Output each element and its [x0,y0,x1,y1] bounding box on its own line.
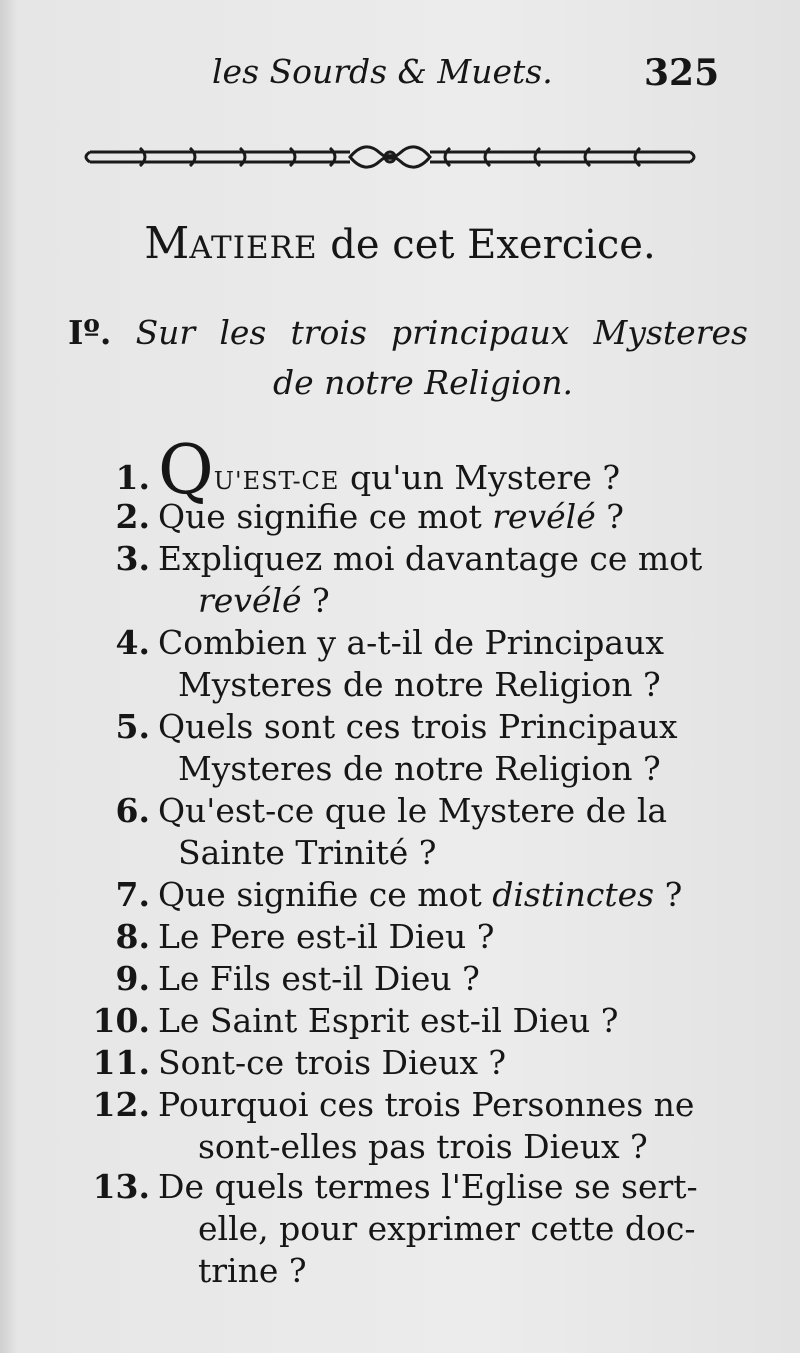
subsection-number: Iº. [68,313,112,352]
running-title: les Sourds & Muets. [212,52,553,91]
question-6: 6. Qu'est-ce que le Mystere de la Sainte Trinité ? [115,791,668,872]
question-9: 9. Le Fils est-il Dieu ? [115,959,480,998]
running-head [0,52,800,102]
question-7: 7. Que signifie ce mot distinctes ? [115,875,683,914]
section-heading: MATIERE de cet Exercice. [144,218,656,269]
question-4: 4. Combien y a-t-il de Principaux Mysteres de notre Religion ? [115,623,664,704]
question-12: 12. Pourquoi ces trois Personnes ne sont-elles pas trois Dieux ? [92,1085,695,1166]
ornamental-rule [80,138,700,178]
drop-cap: Q [158,431,214,510]
question-2: 2. Que signifie ce mot revélé ? [115,497,624,536]
question-11: 11. Sont-ce trois Dieux ? [92,1043,507,1082]
question-8: 8. Le Pere est-il Dieu ? [115,917,495,956]
question-13: 13. De quels termes l'Eglise se sert- elle, pour exprimer cette doc- trine ? [92,1167,698,1290]
subsection-title: Iº. Sur les trois principaux Mysteres de notre Religion. [68,308,748,408]
question-10: 10. Le Saint Esprit est-il Dieu ? [92,1001,619,1040]
question-5: 5. Quels sont ces trois Principaux Mysteres de notre Religion ? [115,707,678,788]
page-number: 325 [644,52,720,94]
question-3: 3. Expliquez moi davantage ce mot revélé ? [115,539,703,620]
question-1: 1. QU'EST-CE qu'un Mystere ? [115,431,621,510]
